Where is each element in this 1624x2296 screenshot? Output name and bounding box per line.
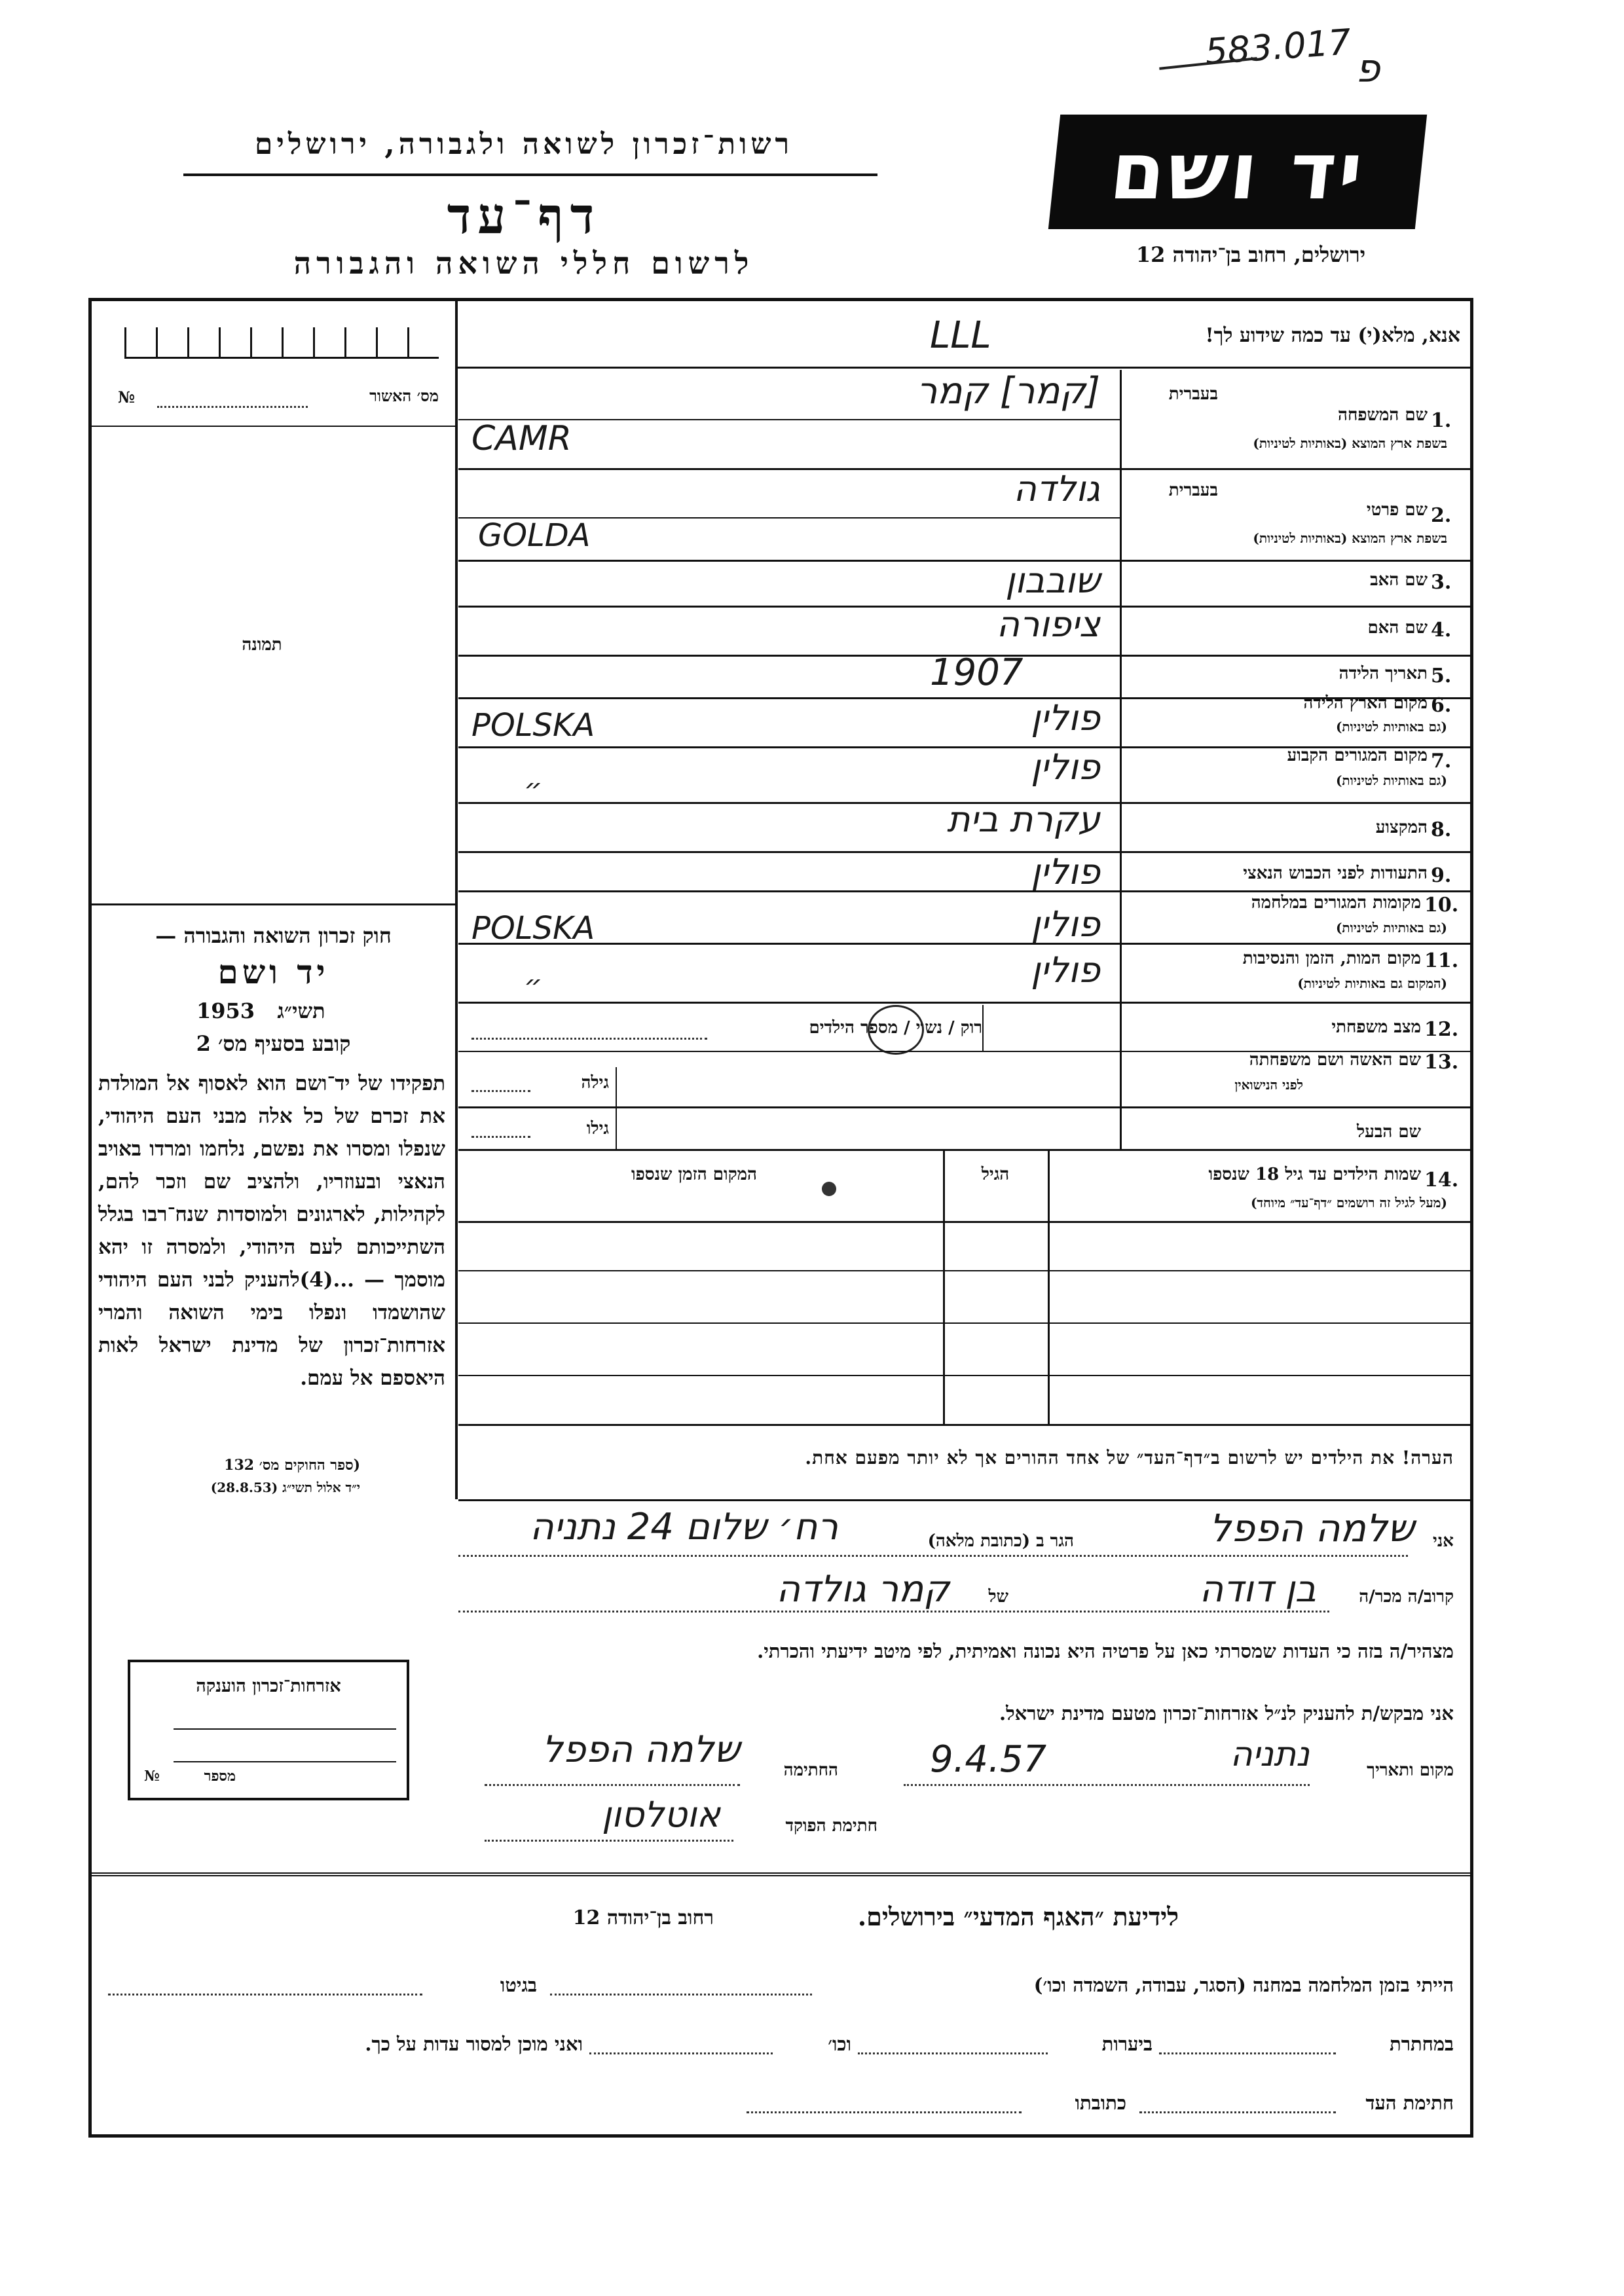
field-7-num: 7. <box>1431 750 1452 773</box>
registration-boxes <box>124 327 439 359</box>
citizenship-title: אזרחות־זכרון הוענקה <box>196 1676 341 1696</box>
children-col-age: הגיל <box>981 1165 1010 1184</box>
officer-signature: אוטלסון <box>602 1794 720 1835</box>
footer-line2-b: ביערות <box>1101 2033 1153 2055</box>
top-scribble: ᒪᒪᒪ <box>930 314 991 357</box>
children-col-place: המקום הזמן שנספו <box>631 1165 757 1184</box>
reg-no-mark: № <box>118 388 136 407</box>
field-6-label: מקום הארץ הלידה <box>1303 693 1428 713</box>
field-1-num: 1. <box>1431 409 1452 432</box>
field-13-num: 13. <box>1424 1051 1459 1074</box>
field-1-value-lat: CAMR <box>471 419 572 458</box>
field-7-label: מקום המגורים הקבוע <box>1287 746 1428 765</box>
field-8-num: 8. <box>1431 818 1452 841</box>
field-12-options: רוק / נשוי / מספר הילדים <box>809 1018 982 1038</box>
footer-address: רחוב בן־יהודה 12 <box>572 1906 714 1929</box>
form-title: דף־עד <box>447 187 601 245</box>
field-9-label: התעודות לפני הכבוש הנאצי <box>1243 864 1428 883</box>
field-2-value-lat: GOLDA <box>478 517 591 554</box>
field-3-label: שם האב <box>1370 570 1428 590</box>
residing-label: הגר ב (כתובת מלאה) <box>927 1531 1074 1551</box>
field-7-value: פולין <box>1031 746 1100 788</box>
citizenship-number-label: מספר <box>204 1768 236 1785</box>
husband-label: שם הבעל <box>1356 1122 1421 1142</box>
law-year-heb: תשי״ג <box>277 998 325 1023</box>
field-12-label: מצב משפחתי <box>1331 1017 1421 1037</box>
law-year: 1953 <box>196 998 255 1023</box>
reg-no-label: מס׳ האשור <box>369 386 439 405</box>
field-9-value: פולין <box>1031 851 1100 892</box>
field-1-label: שם המשפחה <box>1338 405 1428 425</box>
field-10-sub: (גם באותיות לטיניות) <box>1335 920 1447 936</box>
field-8-value: עקרת בית <box>946 799 1100 840</box>
date-value: 9.4.57 <box>930 1738 1047 1781</box>
place-value: נתניה <box>1230 1735 1310 1774</box>
law-title: חוק זכרון השואה והגבורה — <box>155 923 392 948</box>
archive-note: 583.017 <box>1204 21 1353 73</box>
field-4-label: שם האם <box>1367 618 1428 638</box>
law-text: תפקידו של יד־ושם הוא לאסוף אל המולדת את זכרם של כל אלה מבני העם היהודי, שנפלו ומסרו את נפשם, נלחמו ומרדו באויב הנאצי ובעוזריו, ולהציב שם וזכר להם, לקהילות, לארגונים ולמוסדות שנח־רבו בגלל השתייכותם לעם היהודי, ולמסרה זו יהא מוסמך — ...(4)להעניק לבני העם היהודי שהושמדו ונפלו בימי השואה והמרי אזרחות־זכרון של מדינת ישראל לאות היאספם אל עמם. <box>98 1072 445 1390</box>
field-5-label: תאריך הלידה <box>1338 664 1428 683</box>
husband-age-label: גילו <box>586 1119 609 1139</box>
field-10-label: מקומות המגורים במלחמה <box>1251 893 1421 913</box>
field-7-value-lat: ״ <box>524 773 543 806</box>
declaration-i: אני <box>1433 1531 1454 1551</box>
gazette-ref: (ספר החוקים מס׳ 132 <box>224 1457 360 1474</box>
declaration-request: אני מבקש/ת להעניק לנ״ל אזרחות־זכרון מטעם מדינת ישראל. <box>999 1702 1454 1724</box>
field-1-sub: בשפת ארץ המוצא (באותיות לטיניות) <box>1253 435 1447 451</box>
field-13-age-label: גילה <box>581 1073 609 1093</box>
declarant-address: רח׳ שלום 24 נתניה <box>530 1506 838 1548</box>
citizenship-number-mark: № <box>144 1768 160 1785</box>
field-2-heb-tag: בעברית <box>1168 481 1218 500</box>
field-5-value: 1907 <box>930 651 1024 694</box>
field-2-value-heb: גולדה <box>1013 468 1100 509</box>
field-6-value: פולין <box>1031 697 1100 738</box>
field-6-value-lat: POLSKA <box>471 707 595 744</box>
field-2-label: שם פרטי <box>1366 500 1428 520</box>
field-9-num: 9. <box>1431 864 1452 887</box>
field-1-value-heb: [קמר] קמר <box>916 370 1100 412</box>
yad-vashem-logo <box>1048 115 1427 229</box>
field-4-value: ציפורה <box>996 604 1100 645</box>
field-13-sub: לפני הנישואין <box>1234 1077 1303 1093</box>
law-clause: קובע בסעיף מס׳ 2 <box>196 1031 351 1056</box>
footer-line1-end: בגיטו <box>500 1974 537 1996</box>
footer-line2-a: במחתרת <box>1390 2033 1454 2055</box>
field-7-sub: (גם באותיות לטיניות) <box>1335 773 1447 788</box>
officer-label: חתימת הפוקד <box>785 1816 877 1836</box>
logo-text: יד ושם <box>1105 126 1370 217</box>
archive-note-mark: פ <box>1356 46 1380 92</box>
footer-title: לידיעת ״האגף המדעי״ בירושלים. <box>857 1902 1179 1931</box>
field-4-num: 4. <box>1431 619 1452 642</box>
field-8-label: המקצוע <box>1375 818 1428 837</box>
field-13-label: שם האשה ושם משפחתה <box>1249 1050 1421 1070</box>
field-11-value-lat: ״ <box>524 969 543 1002</box>
declarant-name: שלמה הפפל <box>1209 1506 1414 1550</box>
relation-value: בן דודה <box>1199 1568 1316 1611</box>
place-date-label: מקום ותאריך <box>1367 1760 1454 1780</box>
children-num: 14. <box>1424 1169 1459 1192</box>
field-11-num: 11. <box>1424 949 1459 972</box>
footer-line2-end: ואני מוכן למסור עדות על כך. <box>365 2033 583 2055</box>
field-10-num: 10. <box>1424 894 1459 917</box>
children-title: שמות הילדים עד גיל 18 שנספו <box>1208 1165 1421 1184</box>
photo-label: תמונה <box>242 635 282 655</box>
footer-line2-c: וכו׳ <box>828 2033 851 2055</box>
field-12-num: 12. <box>1424 1018 1459 1041</box>
authority-name: רשות־זכרון לשואה ולגבורה, ירושלים <box>254 128 794 161</box>
gazette-date: י״ד אלול תשי״ג (28.8.53) <box>210 1480 360 1495</box>
married-circle <box>868 1005 924 1055</box>
header-address: ירושלים, רחוב בן־יהודה 12 <box>1135 242 1366 267</box>
field-10-value: פולין <box>1031 903 1100 945</box>
law-name: יד ושם <box>217 953 329 991</box>
field-10-value-lat: POLSKA <box>471 910 595 947</box>
field-5-num: 5. <box>1431 665 1452 687</box>
footer-line1: הייתי בזמן המלחמה במחנה (הסגר, עבודה, השמדה וכו׳) <box>1033 1974 1454 1996</box>
relative-label: קרוב/ה מכר/ה <box>1359 1587 1454 1607</box>
declaration-statement: מצהיר/ה בזה כי העדות שמסרתי כאן על פרטיה היא נכונה ואמיתית, לפי מיטב ידיעתי והכרתי. <box>757 1640 1454 1662</box>
field-3-value: שובבון <box>1005 560 1100 601</box>
footer-line3-b: כתובתו <box>1075 2092 1126 2114</box>
field-11-value: פולין <box>1031 949 1100 991</box>
field-3-num: 3. <box>1431 571 1452 594</box>
children-note: הערה! את הילדים יש לרשום ב״דף־העד״ של אחד ההורים אך לא יותר מפעם אחת. <box>805 1447 1454 1468</box>
field-11-sub: (המקום גם באותיות לטיניות) <box>1297 975 1447 991</box>
field-6-sub: (גם באותיות לטיניות) <box>1335 719 1447 735</box>
top-instruction: אנא, מלא(י) עד כמה שידוע לך! <box>1205 324 1460 347</box>
of-label: של <box>988 1587 1008 1607</box>
field-2-num: 2. <box>1431 504 1452 527</box>
signature-value: שלמה הפפל <box>542 1728 740 1771</box>
relative-value: קמר גולדה <box>776 1568 950 1611</box>
field-2-sub: בשפת ארץ המוצא (באותיות לטיניות) <box>1253 530 1447 546</box>
field-6-num: 6. <box>1431 694 1452 717</box>
form-subtitle: לרשום חללי השואה והגבורה <box>293 246 754 281</box>
footer-line3-a: חתימת העד <box>1365 2092 1454 2114</box>
field-1-heb-tag: בעברית <box>1168 384 1218 404</box>
field-11-label: מקום המות, הזמן והנסיבות <box>1242 949 1421 968</box>
signature-label: החתימה <box>783 1760 838 1780</box>
children-dot <box>822 1182 836 1196</box>
children-sub: (מעל לגיל זה רושמים ״דף־עד״ מיוחד) <box>1250 1195 1447 1211</box>
